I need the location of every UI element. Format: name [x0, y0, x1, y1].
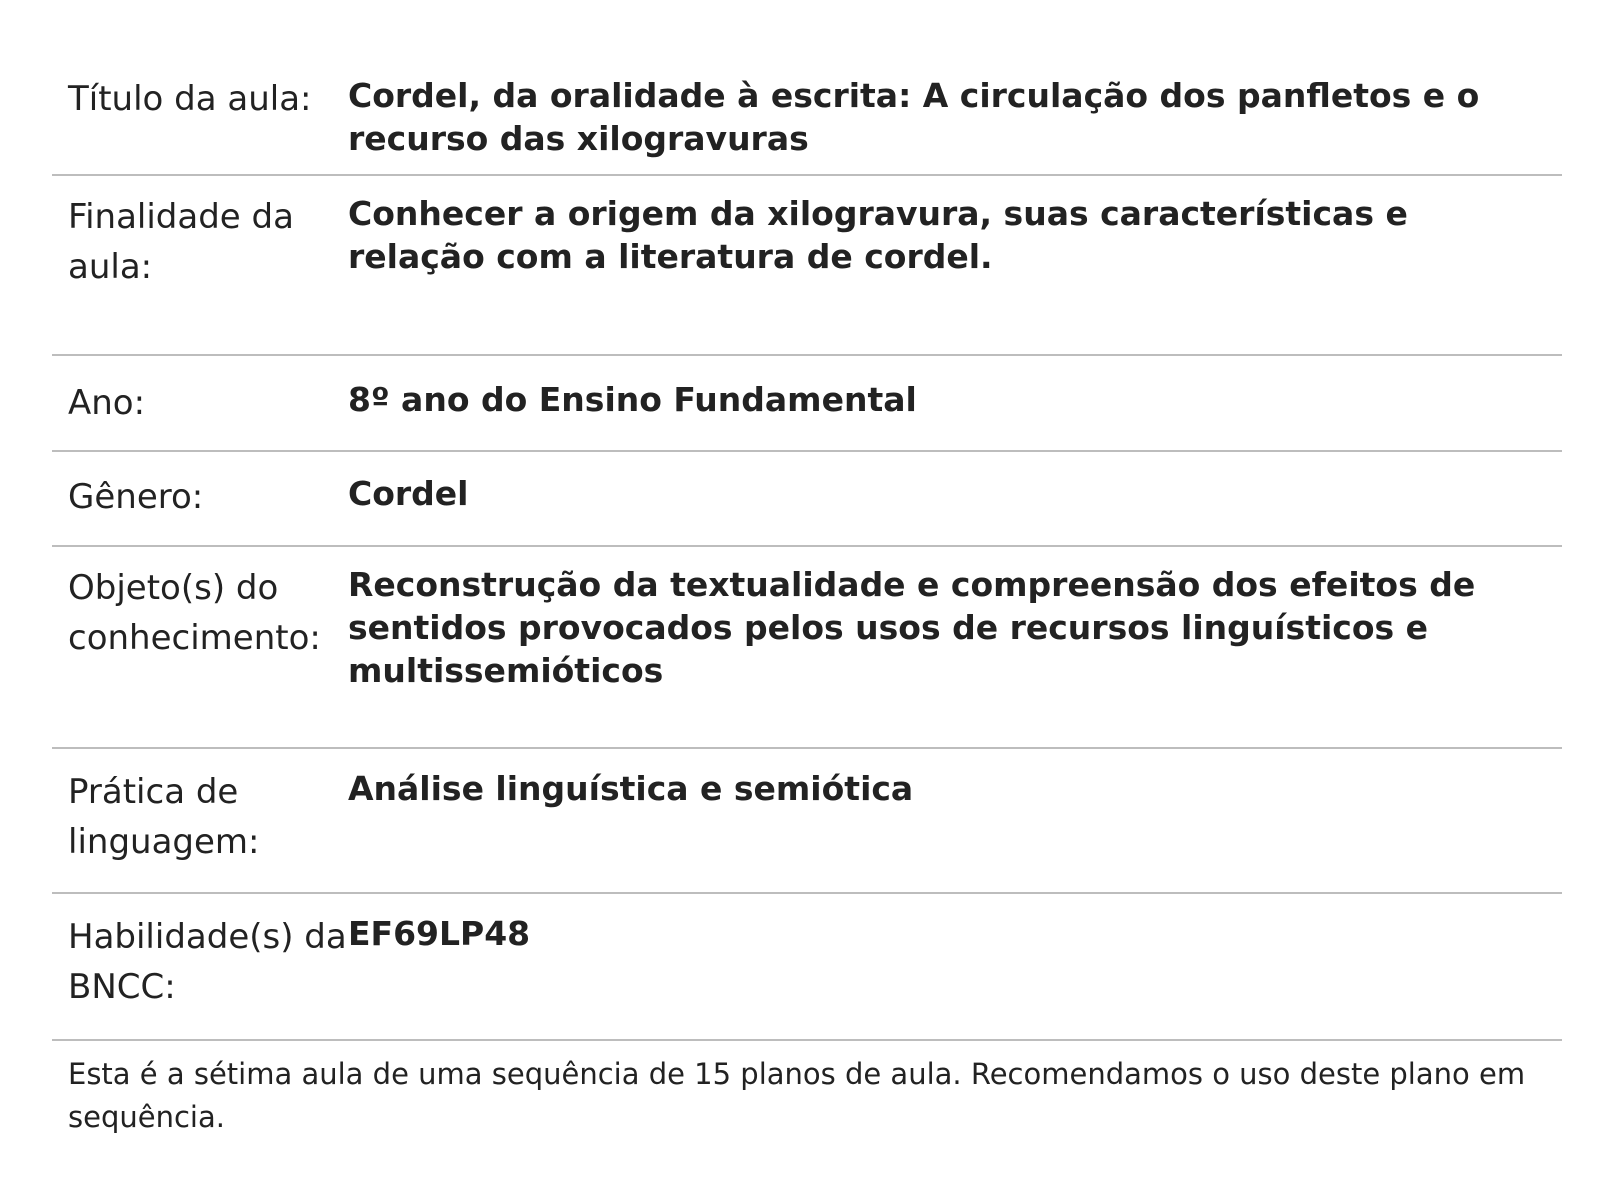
lesson-title-label: Título da aula:	[68, 79, 312, 119]
bncc-skills-value: EF69LP48	[348, 914, 531, 953]
row-language-practice	[52, 749, 1562, 894]
genre-value: Cordel	[348, 474, 469, 513]
knowledge-objects-value: Reconstrução da textualidade e compreensão dos efeitos de sentidos provocados pelos usos de recursos linguísticos e multissemióticos	[348, 565, 1476, 690]
knowledge-objects-label: Objeto(s) do conhecimento:	[68, 568, 321, 658]
lesson-title-value: Cordel, da oralidade à escrita: A circulação dos panfletos e o recurso das xilogravuras	[348, 76, 1480, 158]
row-school-year	[52, 356, 1562, 452]
row-bncc-skills	[52, 894, 1562, 1041]
lesson-purpose-label: Finalidade da aula:	[68, 197, 294, 287]
row-knowledge-objects	[52, 547, 1562, 749]
language-practice-value: Análise linguística e semiótica	[348, 769, 914, 808]
school-year-value: 8º ano do Ensino Fundamental	[348, 380, 917, 419]
lesson-plan-table	[52, 48, 1562, 1139]
genre-label: Gênero:	[68, 477, 204, 517]
row-lesson-purpose	[52, 176, 1562, 356]
lesson-purpose-value: Conhecer a origem da xilogravura, suas características e relação com a literatura de cordel.	[348, 194, 1408, 276]
sequence-note: Esta é a sétima aula de uma sequência de 15 planos de aula. Recomendamos o uso deste plano em sequência.	[68, 1057, 1526, 1134]
row-genre	[52, 452, 1562, 547]
bncc-skills-label: Habilidade(s) da BNCC:	[68, 917, 347, 1007]
row-lesson-title	[52, 48, 1562, 176]
school-year-label: Ano:	[68, 383, 146, 423]
language-practice-label: Prática de linguagem:	[68, 772, 260, 862]
